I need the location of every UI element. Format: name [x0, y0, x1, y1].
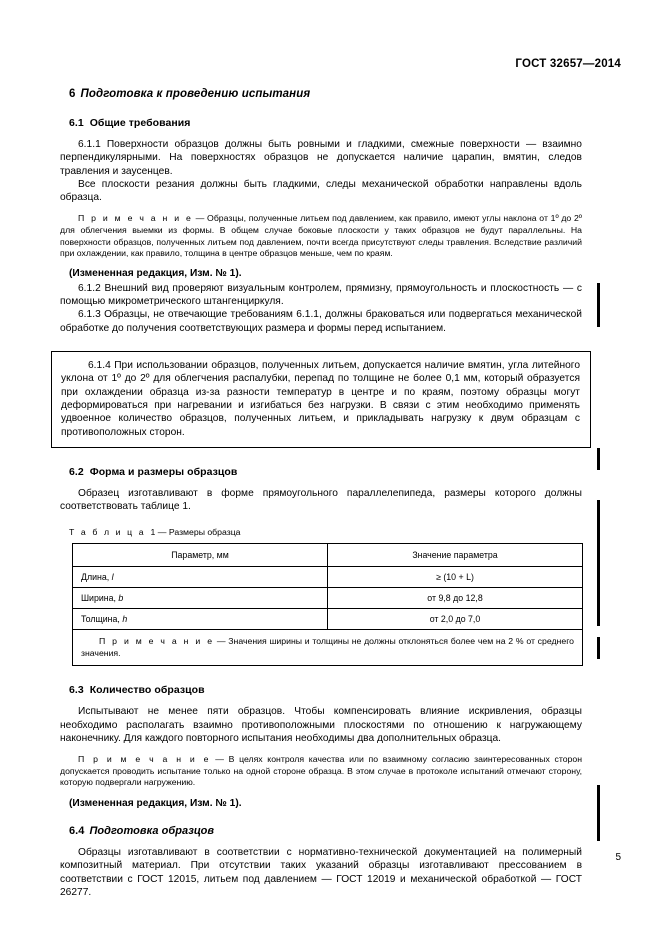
note-body: — Образцы, полученные литьем под давлением, как правило, имеют углы наклона от 1º до 2º для облегчения выемки из формы. В общем случае боковые плоскости у таких образцов не будут параллельны. На поверхности образцов, полученных литьем под давлением, почти всегда присутствуют следы травления. Вследствие различий при охлаждении, как правило, толщина в центре образцов меньше, чем по краям. [60, 213, 582, 259]
table-caption-number: 1 [150, 527, 156, 538]
param-symbol: l [111, 572, 114, 583]
subsection-number-61: 6.1 [69, 117, 84, 129]
table-footnote [73, 630, 583, 666]
change-bar-3 [597, 500, 600, 626]
subsection-heading-61 [69, 117, 582, 129]
table-col-header-value: Значение параметра [328, 544, 583, 567]
paragraph-6-1-4: 6.1.4 При использовании образцов, полученных литьем, допускается наличие вмятин, угла литейного уклона от 1º до 2º для облегчения распалубки, перепад по толщине не более 0,1 мм, который образуется при охлаждении образца из-за разности температур в центре и по краям, поэтому образцы могут деформироваться при нагревании и изгибаться без нагрузки. В связи с этим необходимо применять удвоенное количество образцов, полученных литьем, и прикладывать нагрузку к двум образцам с противоположных сторон. [61, 360, 580, 438]
paragraph-6-1-1-b: Все плоскости резания должны быть гладкими, следы механической обработки направлены вдоль образца. [60, 178, 582, 204]
note-6-1-1 [60, 213, 582, 259]
subsection-title-64: Подготовка образцов [89, 824, 215, 837]
section-title: Подготовка к проведению испытания [80, 88, 311, 100]
paragraph-6-1-3: 6.1.3 Образцы, не отвечающие требованиям 6.1.1, должны браковаться или подвергаться механической обработке до получения соответствующих размера и формы перед испытанием. [60, 309, 582, 334]
specimen-dimensions-table [72, 543, 583, 666]
amendment-remark-61: (Измененная редакция, Изм. № 1). [69, 267, 242, 279]
table-cell-parameter [73, 609, 328, 630]
table-row [73, 609, 583, 630]
subsection-title-62: Форма и размеры образцов [89, 465, 238, 478]
change-bar-4 [597, 637, 600, 659]
change-bar-1 [597, 283, 600, 327]
note-body: — В целях контроля качества или по взаимному согласию заинтересованных сторон допускается проводить испытание только на одной стороне образца. В этом случае в протоколе испытаний отмечают сторону, которую подвергали нагружению. [60, 754, 582, 788]
subsection-heading-62 [69, 466, 582, 478]
paragraph-6-1-2: 6.1.2 Внешний вид проверяют визуальным контролем, прямизну, прямоугольность и плоскостность — с помощью микрометрического штангенциркуля. [60, 282, 582, 308]
table-cell-parameter [73, 588, 328, 609]
table-footnote-body: — Значения ширины и толщины не должны отклоняться более чем на 2 % от среднего значения. [81, 636, 574, 658]
subsection-heading-63 [69, 684, 582, 696]
subsection-title-63: Количество образцов [89, 684, 205, 697]
param-symbol: h [122, 614, 128, 625]
change-bar-5 [597, 785, 600, 841]
param-symbol: b [118, 593, 124, 604]
paragraph-6-2-1: Образец изготавливают в форме прямоугольного параллелепипеда, размеры которого должны соответствовать таблице 1. [60, 487, 582, 513]
table-caption-title: — Размеры образца [157, 527, 241, 538]
amendment-remark-63: (Измененная редакция, Изм. № 1). [69, 797, 242, 809]
subsection-title-61: Общие требования [89, 117, 191, 129]
param-label: Ширина, [81, 593, 119, 604]
paragraph-6-4-1: Образцы изготавливают в соответствии с нормативно-технической документацией на полимерный композитный материал. При отсутствии таких указаний образцы изготавливают прессованием в соответствии с ГОСТ 12015, литьем под давлением — ГОСТ 12019 и механической обработкой — ГОСТ 26277. [60, 846, 582, 898]
subsection-heading-64 [69, 825, 582, 837]
page-number: 5 [615, 852, 621, 863]
section-number: 6 [69, 88, 76, 100]
table-footnote-label: П р и м е ч а н и е [99, 636, 215, 647]
param-label: Длина, [81, 572, 112, 583]
note-6-3 [60, 754, 582, 789]
page-content [60, 88, 582, 899]
paragraph-6-3-1: Испытывают не менее пяти образцов. Чтобы компенсировать влияние искривления, образцы необходимо располагать взаимно противоположными плоскостями по отношению к нагружающему наконечнику. Для каждого повторного испытания необходимы два дополнительных образца. [60, 706, 582, 744]
note-label: П р и м е ч а н и е [78, 754, 211, 765]
table-cell-value: ≥ (10 + L) [328, 567, 583, 588]
table-row [73, 567, 583, 588]
table-caption [69, 527, 582, 537]
table-caption-word: Т а б л и ц а [69, 527, 146, 538]
note-label: П р и м е ч а н и е [78, 213, 193, 224]
subsection-number-64: 6.4 [69, 824, 85, 837]
running-header-standard-number: ГОСТ 32657—2014 [515, 58, 621, 70]
table-col-header-parameter: Параметр, мм [73, 544, 328, 567]
subsection-number-63: 6.3 [69, 684, 84, 697]
table-cell-parameter [73, 567, 328, 588]
table-header-row [73, 544, 583, 567]
boxed-clause-6-1-4 [51, 351, 591, 448]
table-footnote-row [73, 630, 583, 666]
section-heading [69, 88, 582, 100]
change-bar-2 [597, 448, 600, 470]
subsection-number-62: 6.2 [69, 465, 84, 478]
table-row [73, 588, 583, 609]
param-label: Толщина, [81, 614, 123, 625]
paragraph-6-1-1: 6.1.1 Поверхности образцов должны быть ровными и гладкими, смежные поверхности — взаимно перпендикулярными. На поверхностях образцов не допускается наличие царапин, вмятин, следов травления и заусенцев. [60, 139, 582, 177]
table-cell-value: от 9,8 до 12,8 [328, 588, 583, 609]
table-cell-value: от 2,0 до 7,0 [328, 609, 583, 630]
